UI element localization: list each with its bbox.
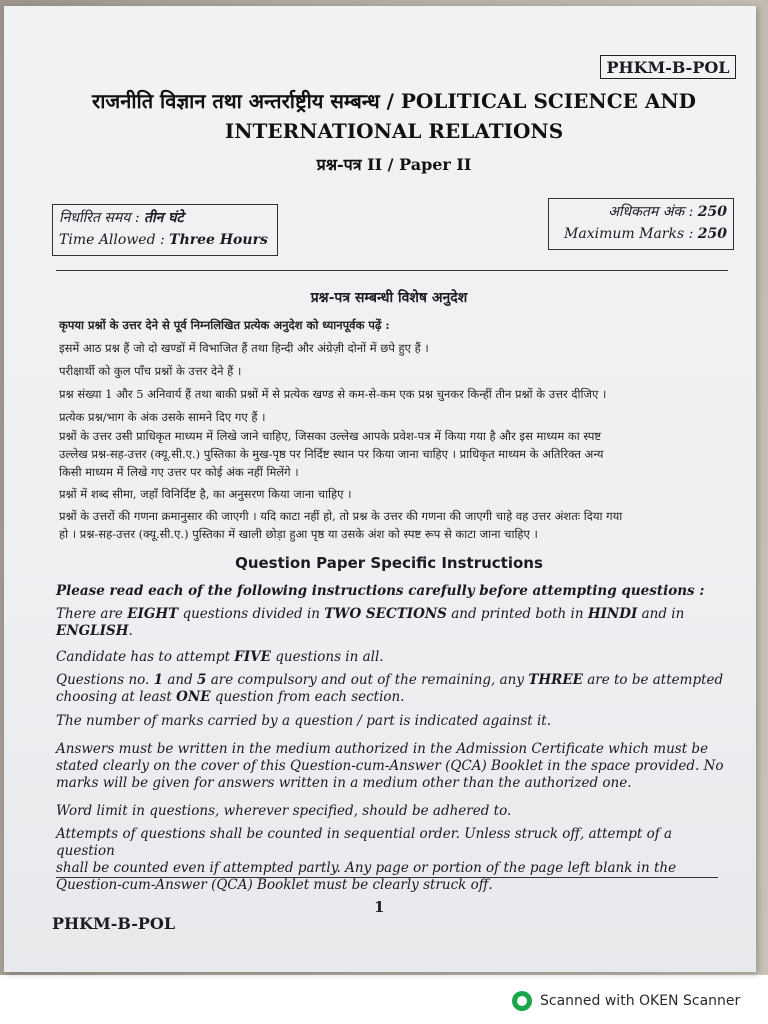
time-hindi-label: निर्धारित समय : (59, 210, 140, 226)
hindi-instruction-line: प्रश्नों में शब्द सीमा, जहाँ विनिर्दिष्ट है, का अनुसरण किया जाना चाहिए । (59, 487, 352, 501)
paper-number: प्रश्न-पत्र II / Paper II (316, 155, 472, 174)
instruction-text: are to be attempted (582, 672, 724, 688)
instruction-text: . (128, 623, 133, 639)
instruction-emphasis: FIVE (234, 649, 271, 665)
instruction-emphasis: EIGHT (127, 606, 179, 622)
hindi-instruction-line: हो । प्रश्न-सह-उत्तर (क्यू.सी.ए.) पुस्तिका में खाली छोड़ा हुआ पृष्ठ या उसके अंश को स्पष्ट रूप से काटा जाना चाहिए । (59, 527, 538, 541)
instruction-text: Questions no. (56, 672, 154, 688)
time-english (59, 229, 271, 251)
instruction-text: Answers must be written in the medium authorized in the Admission Certificate which must be (56, 741, 709, 757)
paper-code-box: PHKM-B-POL (600, 55, 736, 79)
hindi-instruction-line: परीक्षार्थी को कुल पाँच प्रश्नों के उत्तर देने हैं । (59, 364, 242, 378)
time-hindi-value: तीन घंटे (144, 210, 184, 226)
marks-english-value: 250 (697, 226, 727, 242)
instruction-text: There are (56, 606, 128, 622)
divider-line (56, 270, 728, 271)
time-hindi (59, 207, 271, 229)
bottom-divider-line (56, 877, 718, 878)
page-number: 1 (374, 898, 385, 916)
instruction-emphasis: TWO SECTIONS (324, 606, 447, 622)
marks-hindi-label: अधिकतम अंक : (608, 204, 694, 220)
time-english-value: Three Hours (169, 232, 268, 248)
time-english-label: Time Allowed : (59, 232, 165, 248)
instruction-attempt-count (56, 649, 728, 666)
hindi-instruction-line: उल्लेख प्रश्न-सह-उत्तर (क्यू.सी.ए.) पुस्तिका के मुख-पृष्ठ पर निर्दिष्ट स्थान पर किया जाना चाहिए । प्राधिकृत माध्यम के अतिरिक्त अन्य (59, 447, 604, 461)
instruction-text: stated clearly on the cover of this Question-cum-Answer (QCA) Booklet in the space provided. No (56, 758, 724, 774)
english-instructions-intro: Please read each of the following instructions carefully before attempting questions : (56, 583, 705, 599)
instruction-emphasis: ENGLISH (56, 623, 129, 639)
hindi-instruction-line: प्रत्येक प्रश्न/भाग के अंक उसके सामने दिए गए हैं । (59, 410, 266, 424)
instruction-text: and printed both in (446, 606, 588, 622)
hindi-instruction-line: प्रश्न संख्या 1 और 5 अनिवार्य हैं तथा बाकी प्रश्नों में से प्रत्येक खण्ड से कम-से-कम एक प्रश्न चुनकर किन्हीं तीन प्रश्नों के उत्तर दीजिए । (59, 387, 607, 401)
scanner-logo-icon (512, 991, 532, 1011)
hindi-instruction-line: इसमें आठ प्रश्न हैं जो दो खण्डों में विभाजित हैं तथा हिन्दी और अंग्रेज़ी दोनों में छपे हुए हैं । (59, 341, 429, 355)
english-instructions-heading: Question Paper Specific Instructions (235, 554, 543, 572)
marks-english-label: Maximum Marks : (564, 226, 694, 242)
exam-paper-page (4, 6, 756, 972)
hindi-instruction-line: प्रश्नों के उत्तर उसी प्राधिकृत माध्यम में लिखे जाने चाहिए, जिसका उल्लेख आपके प्रवेश-पत्र में किया गया है और इस माध्यम का स्पष्ट (59, 429, 602, 443)
paper-title-line-2: INTERNATIONAL RELATIONS (224, 119, 564, 143)
instruction-text: Attempts of questions shall be counted in sequential order. Unless struck off, attempt of a question (56, 826, 673, 859)
paper-title-line-1: राजनीति विज्ञान तथा अन्तर्राष्ट्रीय सम्बन्ध / POLITICAL SCIENCE AND (92, 89, 696, 113)
instruction-compulsory (56, 672, 728, 706)
instruction-word-limit: Word limit in questions, wherever specified, should be adhered to. (56, 803, 512, 819)
instruction-text: question from each section. (210, 689, 405, 705)
instruction-text: Question-cum-Answer (QCA) Booklet must be clearly struck off. (56, 877, 493, 893)
instruction-text: marks will be given for answers written in a medium other than the authorized one. (56, 775, 632, 791)
time-allowed-box (52, 204, 278, 256)
instruction-emphasis: THREE (528, 672, 583, 688)
scanner-watermark (512, 988, 740, 1014)
marks-english (555, 223, 727, 245)
instruction-emphasis: HINDI (587, 606, 638, 622)
marks-hindi-value: 250 (697, 204, 727, 220)
instruction-sequential-order (56, 826, 728, 894)
instruction-emphasis: 1 (153, 672, 164, 688)
hindi-instruction-line: प्रश्नों के उत्तरों की गणना क्रमानुसार की जाएगी । यदि काटा नहीं हो, तो प्रश्न के उत्तर की गणना की जाएगी चाहे वह उत्तर अंशतः दिया गया (59, 509, 623, 523)
instruction-text: choosing at least (56, 689, 177, 705)
footer-paper-code: PHKM-B-POL (52, 914, 176, 933)
instruction-sections (56, 606, 728, 640)
scanner-text: Scanned with OKEN Scanner (540, 993, 741, 1009)
instruction-marks: The number of marks carried by a question / part is indicated against it. (56, 713, 552, 729)
maximum-marks-box (548, 198, 734, 250)
marks-hindi (555, 201, 727, 223)
instruction-text: questions divided in (178, 606, 325, 622)
instruction-text: are compulsory and out of the remaining, any (206, 672, 529, 688)
hindi-instructions-heading: प्रश्न-पत्र सम्बन्धी विशेष अनुदेश (310, 290, 468, 306)
instruction-text: and in (637, 606, 685, 622)
instruction-text: and (163, 672, 198, 688)
instruction-emphasis: 5 (197, 672, 207, 688)
instruction-medium (56, 741, 728, 792)
instruction-text: questions in all. (270, 649, 384, 665)
hindi-instruction-line: किसी माध्यम में लिखे गए उत्तर पर कोई अंक नहीं मिलेंगे । (59, 465, 299, 479)
instruction-text: Candidate has to attempt (56, 649, 235, 665)
instruction-emphasis: ONE (176, 689, 211, 705)
hindi-instruction-line: कृपया प्रश्नों के उत्तर देने से पूर्व निम्नलिखित प्रत्येक अनुदेश को ध्यानपूर्वक पढ़ें : (59, 318, 390, 332)
instruction-text: shall be counted even if attempted partly. Any page or portion of the page left blank in the (56, 860, 677, 876)
